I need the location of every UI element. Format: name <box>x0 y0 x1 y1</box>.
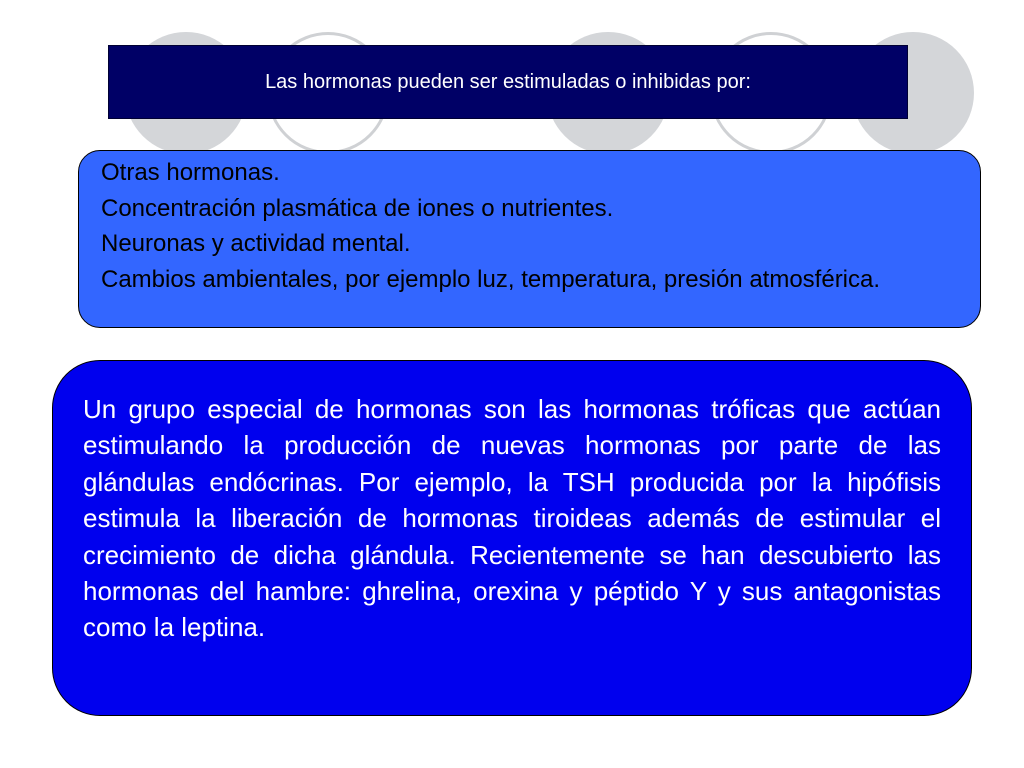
list-item: Cambios ambientales, por ejemplo luz, temperatura, presión atmosférica. <box>101 265 881 293</box>
slide-title-box <box>108 45 908 119</box>
slide-title: Las hormonas pueden ser estimuladas o inhibidas por: <box>265 70 751 93</box>
trophic-hormones-box <box>52 360 972 716</box>
trophic-hormones-paragraph: Un grupo especial de hormonas son las hormonas tróficas que actúan estimulando la producción de nuevas hormonas por parte de las glándulas endócrinas. Por ejemplo, la TSH producida por la hipófisis estimula la liberación de hormonas tiroideas además de estimular el crecimiento de dicha glándula. Recientemente se han descubierto las hormonas del hambre: ghrelina, orexina y péptido Y y sus antagonistas como la leptina. <box>83 394 941 643</box>
list-item: Neuronas y actividad mental. <box>101 230 411 257</box>
list-item: Otras hormonas. <box>101 159 280 186</box>
list-item: Concentración plasmática de iones o nutrientes. <box>101 194 614 222</box>
factors-list-box <box>78 150 981 328</box>
